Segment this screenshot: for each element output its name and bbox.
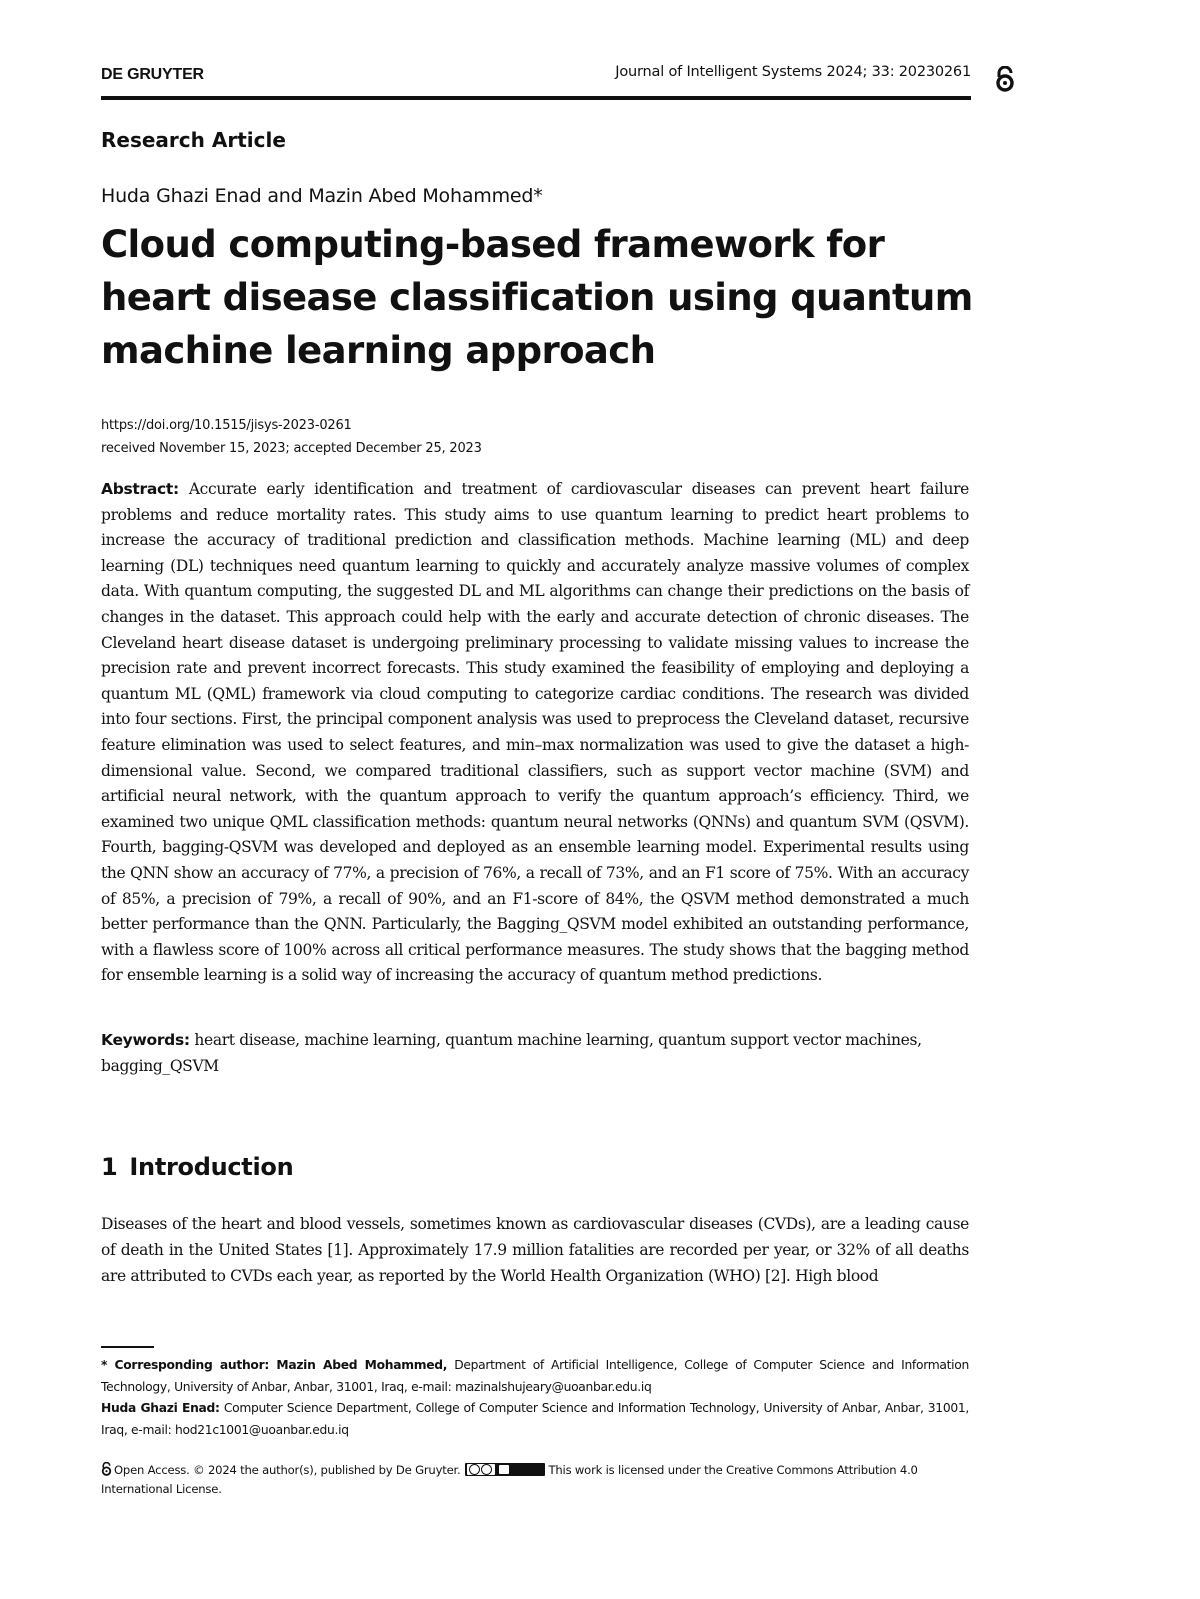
open-access-text: Open Access. © 2024 the author(s), published by De Gruyter.	[114, 1463, 461, 1477]
keywords-text: heart disease, machine learning, quantum machine learning, quantum support vector machines, bagging_QSVM	[101, 1031, 922, 1075]
introduction-paragraph: Diseases of the heart and blood vessels, sometimes known as cardiovascular diseases (CVDs), are a leading cause of death in the United States [1]. Approximately 17.9 million fatalities are recorded per year, or 32% of all deaths are attributed to CVDs each year, as reported by the World Health Organization (WHO) [2]. High blood	[101, 1215, 969, 1285]
abstract-label: Abstract:	[101, 480, 179, 498]
keywords-label: Keywords:	[101, 1031, 190, 1049]
license-text: This work is licensed under the Creative Commons Attribution 4.0 International License.	[101, 1463, 918, 1496]
article-title: Cloud computing-based framework for heart disease classification using quantum machine learning approach	[101, 223, 973, 372]
section-number: 1	[101, 1153, 118, 1181]
article-type: Research Article	[101, 128, 286, 152]
abstract	[101, 477, 969, 989]
journal-citation: Journal of Intelligent Systems 2024; 33: 20230261	[615, 64, 971, 80]
section-title: Introduction	[129, 1153, 294, 1181]
license-statement	[101, 1461, 969, 1498]
open-access-icon	[996, 66, 1014, 92]
footnote-divider	[101, 1346, 154, 1348]
section-heading-introduction	[101, 1153, 293, 1181]
abstract-text: Accurate early identification and treatment of cardiovascular diseases can prevent heart failure problems and reduce mortality rates. This study aims to use quantum learning to predict heart problems to increase the accuracy of traditional prediction and classification methods. Machine learning (ML) and deep learning (DL) techniques need quantum learning to quickly and accurately analyze massive volumes of complex data. With quantum computing, the suggested DL and ML algorithms can change their predictions on the basis of changes in the dataset. This approach could help with the early and accurate detection of chronic diseases. The Cleveland heart disease dataset is undergoing preliminary processing to validate missing values to increase the precision rate and prevent incorrect forecasts. This study examined the feasibility of employing and deploying a quantum ML (QML) framework via cloud computing to categorize cardiac conditions. The research was divided into four sections. First, the principal component analysis was used to preprocess the Cleveland dataset, recursive feature elimination was used to select features, and min–max normalization was used to give the dataset a high-dimensional value. Second, we compared traditional classifiers, such as support vector machine (SVM) and artificial neural network, with the quantum approach to verify the quantum approach’s efficiency. Third, we examined two unique QML classification methods: quantum neural networks (QNNs) and quantum SVM (QSVM). Fourth, bagging-QSVM was developed and deployed as an ensemble learning model. Experimental results using the QNN show an accuracy of 77%, a precision of 76%, a recall of 73%, and an F1 score of 75%. With an accuracy of 85%, a precision of 79%, a recall of 90%, and an F1-score of 84%, the QSVM method demonstrated a much better performance than the QNN. Particularly, the Bagging_QSVM model exhibited an outstanding performance, with a flawless score of 100% across all critical performance measures. The study shows that the bagging method for ensemble learning is a solid way of increasing the accuracy of quantum method predictions.	[101, 480, 969, 985]
received-accepted-dates: received November 15, 2023; accepted December 25, 2023	[101, 441, 482, 456]
corresponding-author-footnote	[101, 1355, 969, 1398]
second-author-label: Huda Ghazi Enad:	[101, 1401, 220, 1415]
author-list: Huda Ghazi Enad and Mazin Abed Mohammed*	[101, 185, 543, 207]
keywords	[101, 1028, 969, 1079]
corresponding-author-details: Department of Artificial Intelligence, College of Computer Science and Information Technology, University of Anbar, Anbar, 31001, Iraq, e-mail: mazinalshujeary@uoanbar.edu.iq	[101, 1358, 969, 1394]
open-access-small-icon	[101, 1462, 112, 1476]
page-header	[101, 62, 971, 100]
cc-by-license-icon[interactable]	[465, 1463, 545, 1476]
second-author-details: Computer Science Department, College of Computer Science and Information Technology, University of Anbar, Anbar, 31001, Iraq, e-mail: hod21c1001@uoanbar.edu.iq	[101, 1401, 970, 1437]
doi-link[interactable]: https://doi.org/10.1515/jisys-2023-0261	[101, 418, 352, 433]
corresponding-author-label: * Corresponding author: Mazin Abed Mohammed,	[101, 1358, 448, 1372]
publisher-logo: DE GRUYTER	[101, 66, 204, 83]
second-author-footnote	[101, 1398, 969, 1441]
